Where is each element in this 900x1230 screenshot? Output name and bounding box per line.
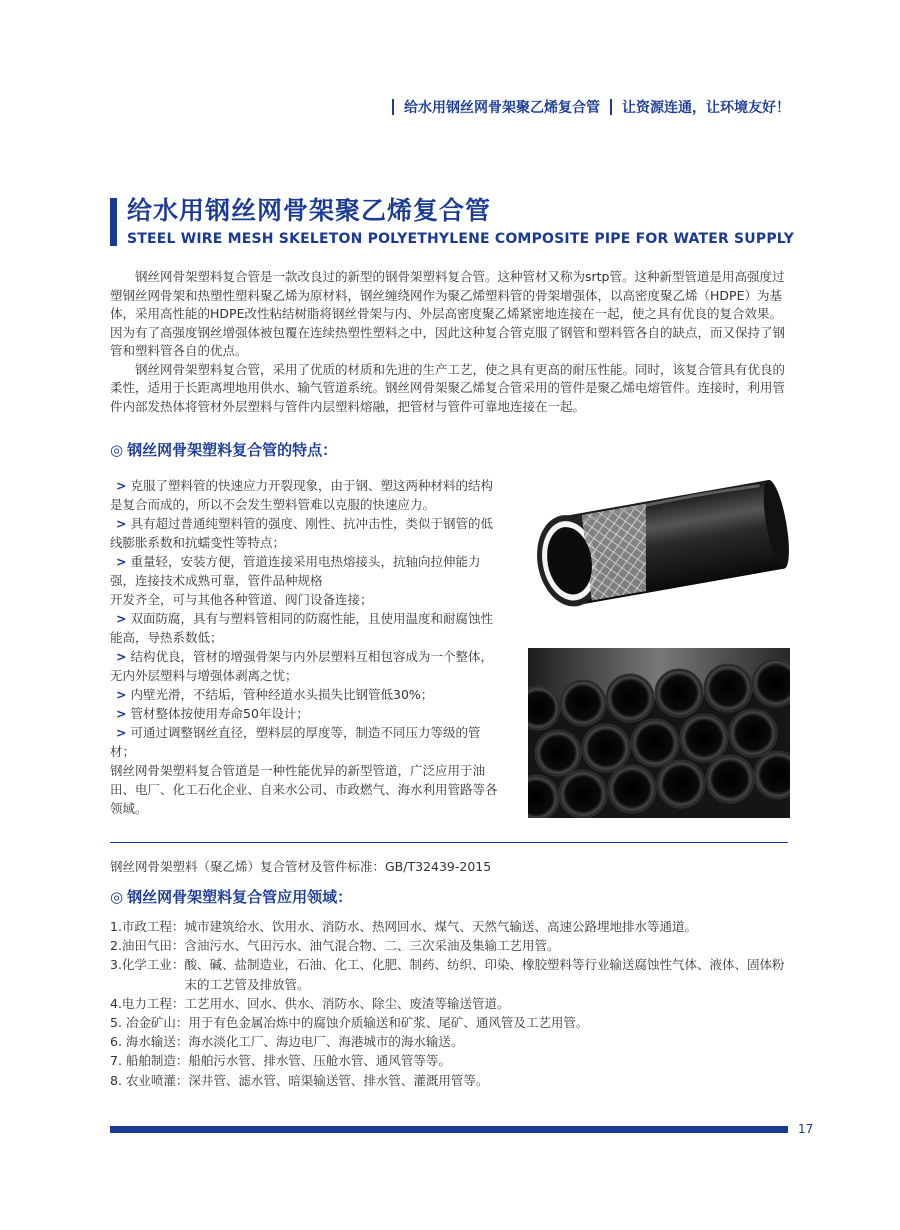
features-summary: 钢丝网骨架塑料复合管道是一种性能优异的新型管道，广泛应用于油田、电厂、化工石化企业、自来水公司、市政燃气、海水利用管路等各领域。	[110, 763, 498, 816]
list-item: > 结构优良，管材的增强骨架与内外层塑料互相包容成为一个整体，无内外层塑料与增强体剥离之忧；	[110, 649, 493, 683]
list-item-continuation: 开发齐全，可与其他各种管道、阀门设备连接；	[110, 592, 373, 607]
page-number: 17	[798, 1122, 814, 1136]
list-item: 3.化学工业： 酸、碱、盐制造业，石油、化工、化肥、制药、纺织、印染、橡胶塑料等行业输送腐蚀性气体、液体、固体粉末的工艺管及排放管。	[110, 957, 785, 992]
header-slogan: 让资源连通，让环境友好！	[622, 100, 790, 116]
list-item: > 克服了塑料管的快速应力开裂现象，由于钢、塑这两种材料的结构是复合而成的，所以不会发生塑料管难以克服的快速应力。	[110, 478, 493, 512]
list-item: 2.油田气田： 含油污水、气田污水、油气混合物、二、三次采油及集输工艺用管。	[110, 938, 560, 954]
page-title: 给水用钢丝网骨架聚乙烯复合管	[127, 196, 492, 225]
header-divider	[392, 99, 394, 115]
features-list	[110, 476, 505, 818]
applications-heading: ◎ 钢丝网骨架塑料复合管应用领域：	[110, 888, 353, 906]
features-heading: ◎ 钢丝网骨架塑料复合管的特点：	[110, 441, 338, 459]
arrow-icon: >	[116, 725, 127, 740]
arrow-icon: >	[116, 687, 127, 702]
intro-paragraph: 钢丝网骨架塑料复合管是一款改良过的新型的钢骨架塑料复合管。这种管材又称为srtp管。这种新型管道是用高强度过塑钢丝网骨架和热塑性塑料聚乙烯为原材料，钢丝缠绕网作为聚乙烯塑料管的骨架增强体，以高密度聚乙烯（HDPE）为基体，采用高性能的HDPE改性粘结树脂将钢丝骨架与内、外层高密度聚乙烯紧密地连接在一起，使之具有优良的复合效果。因为有了高强度钢丝增强体被包覆在连续热塑性塑料之中，因此这种复合管克服了钢管和塑料管各自的缺点，而又保持了钢管和塑料管各自的优点。	[110, 269, 786, 358]
list-item: > 具有超过普通纯塑料管的强度、刚性、抗冲击性，类似于钢管的低线膨胀系数和抗蠕变性等特点；	[110, 516, 493, 550]
standard-line: 钢丝网骨架塑料（聚乙烯）复合管材及管件标准：GB/T32439-2015	[110, 859, 492, 874]
list-item: 7. 船舶制造： 船舶污水管、排水管、压舱水管、通风管等等。	[110, 1053, 451, 1069]
applications-list	[110, 917, 790, 1090]
list-item: > 可通过调整钢丝直径，塑料层的厚度等，制造不同压力等级的管材；	[110, 725, 481, 759]
pipe-stack-image	[528, 648, 790, 818]
circle-bullet-icon: ◎	[110, 441, 124, 459]
arrow-icon: >	[116, 649, 127, 664]
list-item: 4.电力工程： 工艺用水、回水、供水、消防水、除尘、废渣等输送管道。	[110, 995, 510, 1011]
list-item: > 管材整体按使用寿命50年设计；	[116, 706, 309, 721]
arrow-icon: >	[116, 516, 127, 531]
intro-text	[110, 268, 790, 416]
header-divider	[610, 99, 612, 115]
page-header	[392, 97, 790, 117]
page-title-english: STEEL WIRE MESH SKELETON POLYETHYLENE COMPOSITE PIPE FOR WATER SUPPLY	[127, 231, 795, 247]
title-accent-bar	[110, 198, 117, 246]
pipe-mesh-image	[528, 470, 790, 618]
section-divider	[110, 842, 788, 843]
header-product: 给水用钢丝网骨架聚乙烯复合管	[404, 100, 600, 116]
list-item: 5. 冶金矿山： 用于有色金属冶炼中的腐蚀介质输送和矿浆、尾矿、通风管及工艺用管。	[110, 1015, 589, 1031]
arrow-icon: >	[116, 554, 127, 569]
arrow-icon: >	[116, 706, 127, 721]
circle-bullet-icon: ◎	[110, 888, 124, 906]
list-item: 6. 海水输送： 海水淡化工厂、海边电厂、海港城市的海水输送。	[110, 1034, 464, 1050]
footer-bar	[110, 1126, 788, 1133]
list-item: 8. 农业喷灌： 深井管、滤水管、暗渠输送管、排水管、灌溉用管等。	[110, 1072, 489, 1088]
list-item: 1.市政工程： 城市建筑给水、饮用水、消防水、热网回水、煤气、天然气输送、高速公路埋地排水等通道。	[110, 919, 697, 934]
list-item: > 内壁光滑，不结垢，管种经道水头损失比钢管低30%；	[116, 687, 434, 702]
arrow-icon: >	[116, 611, 127, 626]
intro-paragraph: 钢丝网骨架塑料复合管，采用了优质的材质和先进的生产工艺，使之具有更高的耐压性能。同时，该复合管具有优良的柔性，适用于长距离埋地用供水、输气管道系统。钢丝网骨架聚乙烯复合管采用的管件是聚乙烯电熔管件。连接时，利用管件内部发热体将管材外层塑料与管件内层塑料熔融，把管材与管件可靠地连接在一起。	[110, 361, 786, 414]
arrow-icon: >	[116, 478, 127, 493]
list-item: > 重量轻，安装方便，管道连接采用电热熔接头，抗轴向拉伸能力强，连接技术成熟可靠，管件品种规格	[110, 554, 481, 588]
list-item: > 双面防腐，具有与塑料管相同的防腐性能，且使用温度和耐腐蚀性能高，导热系数低；	[110, 611, 493, 645]
